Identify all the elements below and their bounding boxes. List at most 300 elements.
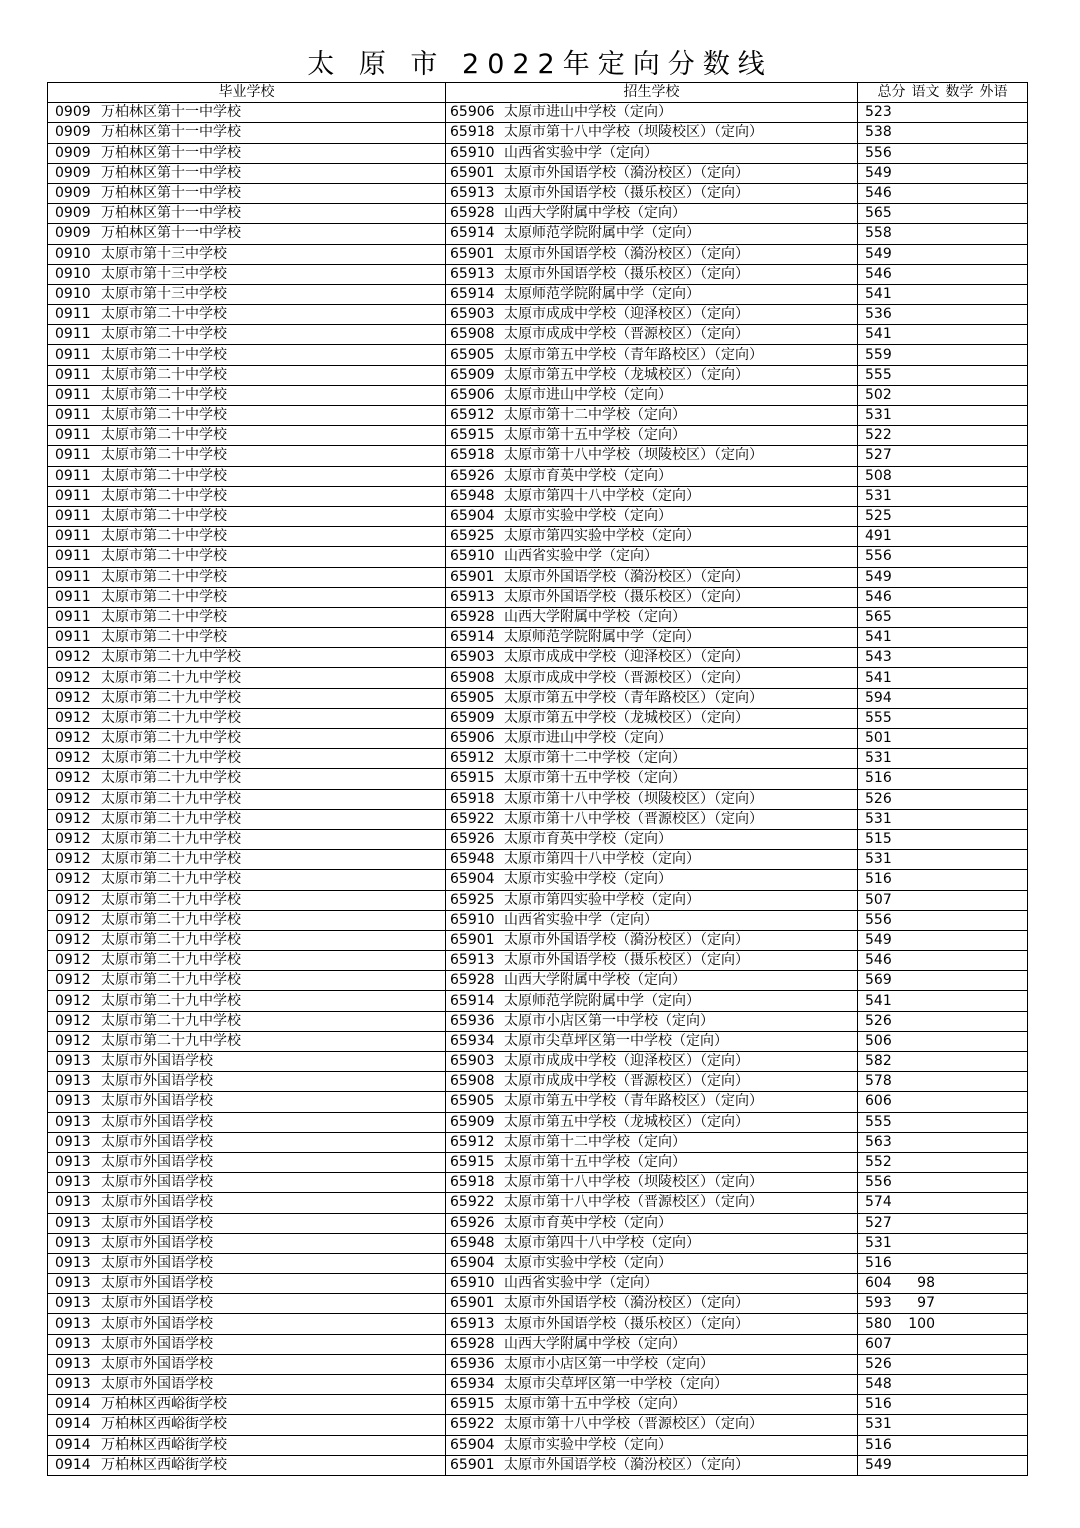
score-cell [858, 486, 1028, 506]
grad-school-name: 太原市第二十九中学校 [101, 770, 241, 787]
grad-school-name: 太原市外国语学校 [101, 1355, 213, 1372]
grad-school-cell [48, 345, 446, 365]
table-row [48, 1193, 1028, 1213]
enroll-school-name: 太原市第四十八中学校（定向） [504, 1234, 700, 1251]
enroll-school-code: 65901 [450, 568, 495, 585]
total-score: 556 [865, 911, 892, 928]
total-score: 549 [865, 568, 892, 585]
grad-school-cell [48, 305, 446, 325]
grad-school-cell [48, 244, 446, 264]
grad-school-cell [48, 870, 446, 890]
enroll-school-code: 65928 [450, 1335, 495, 1352]
enroll-school-name: 山西大学附属中学校（定向） [504, 972, 686, 989]
table-row [48, 870, 1028, 890]
enroll-school-cell [446, 729, 858, 749]
grad-school-name: 万柏林区西峪街学校 [101, 1436, 227, 1453]
grad-school-cell [48, 1395, 446, 1415]
grad-school-code: 0911 [55, 427, 91, 444]
total-score: 523 [865, 104, 892, 121]
grad-school-cell [48, 103, 446, 123]
table-row [48, 163, 1028, 183]
grad-school-code: 0911 [55, 548, 91, 565]
grad-school-cell [48, 224, 446, 244]
total-score: 546 [865, 185, 892, 202]
enroll-school-code: 65912 [450, 407, 495, 424]
grad-school-name: 万柏林区第十一中学校 [101, 205, 241, 222]
grad-school-code: 0912 [55, 750, 91, 767]
score-cell [858, 123, 1028, 143]
score-cell [858, 971, 1028, 991]
grad-school-code: 0913 [55, 1355, 91, 1372]
table-row [48, 809, 1028, 829]
enroll-school-cell [446, 587, 858, 607]
grad-school-name: 太原市外国语学校 [101, 1113, 213, 1130]
total-score: 607 [865, 1335, 892, 1352]
grad-school-name: 太原市第二十中学校 [101, 447, 227, 464]
total-score: 522 [865, 427, 892, 444]
score-cell [858, 547, 1028, 567]
table-row [48, 1253, 1028, 1273]
total-score: 549 [865, 245, 892, 262]
total-score: 508 [865, 467, 892, 484]
grad-school-name: 太原市外国语学校 [101, 1214, 213, 1231]
total-score: 563 [865, 1133, 892, 1150]
header-total: 总分 [877, 84, 906, 101]
enroll-school-cell [446, 769, 858, 789]
score-cell [858, 385, 1028, 405]
table-row [48, 668, 1028, 688]
grad-school-cell [48, 466, 446, 486]
table-row [48, 890, 1028, 910]
enroll-school-cell [446, 1354, 858, 1374]
grad-school-name: 太原市外国语学校 [101, 1154, 213, 1171]
grad-school-code: 0913 [55, 1335, 91, 1352]
grad-school-name: 太原市外国语学校 [101, 1376, 213, 1393]
header-enroll-school: 招生学校 [446, 83, 858, 103]
grad-school-code: 0909 [55, 185, 91, 202]
total-score: 606 [865, 1093, 892, 1110]
grad-school-name: 太原市外国语学校 [101, 1275, 213, 1292]
table-row [48, 547, 1028, 567]
enroll-school-code: 65918 [450, 124, 495, 141]
grad-school-code: 0909 [55, 124, 91, 141]
enroll-school-code: 65908 [450, 1073, 495, 1090]
enroll-school-code: 65914 [450, 629, 495, 646]
total-score: 565 [865, 205, 892, 222]
grad-school-code: 0913 [55, 1174, 91, 1191]
grad-school-code: 0911 [55, 467, 91, 484]
grad-school-name: 太原市外国语学校 [101, 1093, 213, 1110]
enroll-school-code: 65901 [450, 931, 495, 948]
grad-school-code: 0913 [55, 1254, 91, 1271]
grad-school-name: 太原市第二十中学校 [101, 629, 227, 646]
enroll-school-name: 太原市外国语学校（漪汾校区）（定向） [504, 245, 749, 262]
grad-school-code: 0912 [55, 790, 91, 807]
enroll-school-name: 太原市成成中学校（迎泽校区）（定向） [504, 1053, 749, 1070]
score-cell [858, 1112, 1028, 1132]
grad-school-cell [48, 1274, 446, 1294]
total-score: 546 [865, 588, 892, 605]
enroll-school-cell [446, 183, 858, 203]
score-cell [858, 1092, 1028, 1112]
enroll-school-cell [446, 1132, 858, 1152]
enroll-school-code: 65922 [450, 810, 495, 827]
grad-school-name: 太原市第二十中学校 [101, 326, 227, 343]
enroll-school-cell [446, 325, 858, 345]
total-score: 552 [865, 1154, 892, 1171]
score-cell [858, 244, 1028, 264]
grad-school-cell [48, 486, 446, 506]
grad-school-cell [48, 527, 446, 547]
grad-school-code: 0913 [55, 1073, 91, 1090]
enroll-school-code: 65914 [450, 285, 495, 302]
enroll-school-cell [446, 829, 858, 849]
grad-school-cell [48, 1314, 446, 1334]
grad-school-name: 太原市第二十中学校 [101, 346, 227, 363]
enroll-school-name: 太原师范学院附属中学（定向） [504, 285, 700, 302]
total-score: 549 [865, 1456, 892, 1473]
grad-school-cell [48, 809, 446, 829]
enroll-school-cell [446, 446, 858, 466]
grad-school-code: 0913 [55, 1093, 91, 1110]
score-cell [858, 1152, 1028, 1172]
enroll-school-name: 太原市实验中学校（定向） [504, 1436, 672, 1453]
table-row [48, 607, 1028, 627]
enroll-school-cell [446, 224, 858, 244]
grad-school-name: 太原市外国语学校 [101, 1254, 213, 1271]
header-math: 数学 [945, 84, 974, 101]
grad-school-cell [48, 1253, 446, 1273]
enroll-school-code: 65915 [450, 427, 495, 444]
grad-school-name: 万柏林区第十一中学校 [101, 124, 241, 141]
grad-school-name: 太原市第二十九中学校 [101, 931, 241, 948]
grad-school-cell [48, 890, 446, 910]
grad-school-code: 0911 [55, 306, 91, 323]
total-score: 582 [865, 1053, 892, 1070]
table-row [48, 971, 1028, 991]
enroll-school-code: 65918 [450, 1174, 495, 1191]
grad-school-name: 太原市第二十九中学校 [101, 730, 241, 747]
grad-school-cell [48, 163, 446, 183]
grad-school-code: 0911 [55, 326, 91, 343]
enroll-school-cell [446, 506, 858, 526]
enroll-school-code: 65901 [450, 164, 495, 181]
enroll-school-code: 65908 [450, 326, 495, 343]
enroll-school-cell [446, 991, 858, 1011]
score-cell [858, 729, 1028, 749]
enroll-school-cell [446, 466, 858, 486]
enroll-school-cell [446, 1072, 858, 1092]
grad-school-code: 0913 [55, 1275, 91, 1292]
table-row [48, 688, 1028, 708]
enroll-school-cell [446, 426, 858, 446]
enroll-school-name: 太原市第十八中学校（坝陵校区）（定向） [504, 790, 763, 807]
grad-school-cell [48, 1375, 446, 1395]
score-cell [858, 587, 1028, 607]
grad-school-name: 太原市第二十九中学校 [101, 669, 241, 686]
table-row [48, 1354, 1028, 1374]
score-cell [858, 406, 1028, 426]
score-cell [858, 143, 1028, 163]
grad-school-name: 太原市第二十中学校 [101, 407, 227, 424]
enroll-school-name: 太原市进山中学校（定向） [504, 386, 672, 403]
grad-school-cell [48, 1354, 446, 1374]
table-row [48, 1173, 1028, 1193]
grad-school-name: 太原市第二十九中学校 [101, 1032, 241, 1049]
grad-school-code: 0912 [55, 669, 91, 686]
table-row [48, 1334, 1028, 1354]
enroll-school-code: 65915 [450, 1396, 495, 1413]
grad-school-code: 0911 [55, 366, 91, 383]
score-cell [858, 850, 1028, 870]
enroll-school-cell [446, 1274, 858, 1294]
grad-school-name: 万柏林区第十一中学校 [101, 225, 241, 242]
total-score: 515 [865, 831, 892, 848]
enroll-school-cell [446, 345, 858, 365]
grad-school-code: 0910 [55, 265, 91, 282]
enroll-school-code: 65936 [450, 1355, 495, 1372]
grad-school-cell [48, 204, 446, 224]
enroll-school-name: 太原市第十八中学校（晋源校区）（定向） [504, 1416, 763, 1433]
grad-school-cell [48, 426, 446, 446]
enroll-school-name: 太原市实验中学校（定向） [504, 871, 672, 888]
score-cell [858, 1213, 1028, 1233]
enroll-school-name: 太原市第十五中学校（定向） [504, 770, 686, 787]
score-cell [858, 264, 1028, 284]
enroll-school-code: 65906 [450, 386, 495, 403]
chinese-score: 98 [917, 1275, 935, 1292]
enroll-school-code: 65905 [450, 689, 495, 706]
enroll-school-cell [446, 1173, 858, 1193]
grad-school-name: 万柏林区西峪街学校 [101, 1456, 227, 1473]
header-scores [858, 83, 1028, 103]
grad-school-code: 0909 [55, 205, 91, 222]
grad-school-code: 0912 [55, 831, 91, 848]
enroll-school-code: 65909 [450, 709, 495, 726]
total-score: 501 [865, 730, 892, 747]
page-title: 太 原 市 2022年定向分数线 [307, 49, 773, 80]
grad-school-name: 太原市第二十中学校 [101, 427, 227, 444]
enroll-school-code: 65922 [450, 1416, 495, 1433]
enroll-school-code: 65948 [450, 1234, 495, 1251]
total-score: 491 [865, 528, 892, 545]
score-cell [858, 506, 1028, 526]
enroll-school-cell [446, 163, 858, 183]
total-score: 593 [865, 1295, 892, 1312]
grad-school-name: 太原市第二十九中学校 [101, 972, 241, 989]
grad-school-code: 0911 [55, 588, 91, 605]
total-score: 526 [865, 1012, 892, 1029]
total-score: 526 [865, 790, 892, 807]
table-row [48, 1213, 1028, 1233]
grad-school-name: 太原市外国语学校 [101, 1133, 213, 1150]
table-row [48, 749, 1028, 769]
grad-school-cell [48, 1334, 446, 1354]
score-cell [858, 426, 1028, 446]
table-row [48, 1233, 1028, 1253]
grad-school-name: 太原市第十三中学校 [101, 285, 227, 302]
enroll-school-code: 65934 [450, 1032, 495, 1049]
enroll-school-cell [446, 1294, 858, 1314]
enroll-school-name: 太原市第十二中学校（定向） [504, 750, 686, 767]
total-score: 531 [865, 1416, 892, 1433]
total-score: 574 [865, 1194, 892, 1211]
table-row [48, 567, 1028, 587]
total-score: 556 [865, 548, 892, 565]
total-score: 531 [865, 750, 892, 767]
total-score: 541 [865, 629, 892, 646]
enroll-school-code: 65904 [450, 1254, 495, 1271]
enroll-school-code: 65926 [450, 831, 495, 848]
enroll-school-cell [446, 648, 858, 668]
grad-school-cell [48, 183, 446, 203]
table-row [48, 769, 1028, 789]
score-cell [858, 749, 1028, 769]
grad-school-name: 万柏林区第十一中学校 [101, 185, 241, 202]
table-row [48, 506, 1028, 526]
enroll-school-cell [446, 103, 858, 123]
grad-school-name: 太原市第二十中学校 [101, 528, 227, 545]
enroll-school-cell [446, 809, 858, 829]
enroll-school-cell [446, 688, 858, 708]
grad-school-code: 0912 [55, 992, 91, 1009]
enroll-school-code: 65928 [450, 608, 495, 625]
grad-school-code: 0913 [55, 1295, 91, 1312]
table-row [48, 365, 1028, 385]
enroll-school-name: 太原市第十八中学校（坝陵校区）（定向） [504, 1174, 763, 1191]
enroll-school-code: 65913 [450, 588, 495, 605]
enroll-school-cell [446, 385, 858, 405]
score-cell [858, 870, 1028, 890]
enroll-school-cell [446, 890, 858, 910]
score-cell [858, 1294, 1028, 1314]
grad-school-name: 太原市第二十九中学校 [101, 1012, 241, 1029]
enroll-school-cell [446, 607, 858, 627]
table-row [48, 183, 1028, 203]
total-score: 541 [865, 285, 892, 302]
grad-school-cell [48, 547, 446, 567]
score-cell [858, 204, 1028, 224]
total-score: 549 [865, 931, 892, 948]
grad-school-code: 0914 [55, 1456, 91, 1473]
grad-school-code: 0912 [55, 972, 91, 989]
enroll-school-code: 65918 [450, 790, 495, 807]
enroll-school-code: 65926 [450, 467, 495, 484]
grad-school-name: 太原市外国语学校 [101, 1234, 213, 1251]
grad-school-cell [48, 264, 446, 284]
enroll-school-code: 65909 [450, 1113, 495, 1130]
total-score: 541 [865, 326, 892, 343]
enroll-school-code: 65904 [450, 871, 495, 888]
grad-school-cell [48, 123, 446, 143]
total-score: 548 [865, 1376, 892, 1393]
enroll-school-name: 太原市育英中学校（定向） [504, 1214, 672, 1231]
table-row [48, 305, 1028, 325]
grad-school-name: 太原市外国语学校 [101, 1053, 213, 1070]
enroll-school-cell [446, 365, 858, 385]
enroll-school-name: 太原市成成中学校（晋源校区）（定向） [504, 326, 749, 343]
grad-school-name: 太原市第二十中学校 [101, 508, 227, 525]
enroll-school-code: 65901 [450, 1295, 495, 1312]
grad-school-code: 0912 [55, 891, 91, 908]
enroll-school-name: 太原市第十八中学校（晋源校区）（定向） [504, 810, 763, 827]
table-row [48, 587, 1028, 607]
table-row [48, 850, 1028, 870]
grad-school-name: 太原市第十三中学校 [101, 245, 227, 262]
table-row [48, 1294, 1028, 1314]
grad-school-code: 0912 [55, 931, 91, 948]
table-row [48, 1375, 1028, 1395]
enroll-school-name: 太原市外国语学校（摄乐校区）（定向） [504, 185, 749, 202]
table-row [48, 486, 1028, 506]
enroll-school-code: 65905 [450, 1093, 495, 1110]
table-row [48, 628, 1028, 648]
grad-school-code: 0912 [55, 851, 91, 868]
enroll-school-name: 太原市小店区第一中学校（定向） [504, 1355, 714, 1372]
grad-school-name: 太原市第二十中学校 [101, 306, 227, 323]
score-cell [858, 183, 1028, 203]
total-score: 531 [865, 1234, 892, 1251]
total-score: 580 [865, 1315, 892, 1332]
table-row [48, 1092, 1028, 1112]
grad-school-cell [48, 1011, 446, 1031]
total-score: 516 [865, 770, 892, 787]
enroll-school-name: 山西大学附属中学校（定向） [504, 1335, 686, 1352]
enroll-school-code: 65922 [450, 1194, 495, 1211]
enroll-school-name: 太原市外国语学校（摄乐校区）（定向） [504, 265, 749, 282]
grad-school-cell [48, 1455, 446, 1475]
score-cell [858, 1354, 1028, 1374]
grad-school-cell [48, 284, 446, 304]
table-row [48, 708, 1028, 728]
enroll-school-cell [446, 1031, 858, 1051]
total-score: 527 [865, 447, 892, 464]
score-cell [858, 1415, 1028, 1435]
grad-school-name: 太原市外国语学校 [101, 1194, 213, 1211]
grad-school-cell [48, 1152, 446, 1172]
enroll-school-code: 65909 [450, 366, 495, 383]
grad-school-cell [48, 1132, 446, 1152]
total-score: 531 [865, 407, 892, 424]
enroll-school-cell [446, 708, 858, 728]
score-cell [858, 527, 1028, 547]
grad-school-code: 0912 [55, 952, 91, 969]
enroll-school-name: 太原市外国语学校（漪汾校区）（定向） [504, 1456, 749, 1473]
table-body [48, 103, 1028, 1476]
score-cell [858, 1435, 1028, 1455]
score-cell [858, 688, 1028, 708]
enroll-school-name: 太原市第四实验中学校（定向） [504, 891, 700, 908]
grad-school-cell [48, 1052, 446, 1072]
enroll-school-cell [446, 1112, 858, 1132]
enroll-school-cell [446, 1334, 858, 1354]
grad-school-name: 太原市第二十九中学校 [101, 649, 241, 666]
grad-school-cell [48, 749, 446, 769]
chinese-score: 97 [917, 1295, 935, 1312]
score-cell [858, 1031, 1028, 1051]
table-row [48, 1314, 1028, 1334]
grad-school-cell [48, 1213, 446, 1233]
enroll-school-cell [446, 1314, 858, 1334]
grad-school-cell [48, 648, 446, 668]
grad-school-code: 0911 [55, 528, 91, 545]
enroll-school-code: 65910 [450, 144, 495, 161]
grad-school-code: 0912 [55, 871, 91, 888]
grad-school-code: 0912 [55, 1012, 91, 1029]
enroll-school-code: 65910 [450, 911, 495, 928]
score-cell [858, 890, 1028, 910]
enroll-school-name: 山西大学附属中学校（定向） [504, 205, 686, 222]
